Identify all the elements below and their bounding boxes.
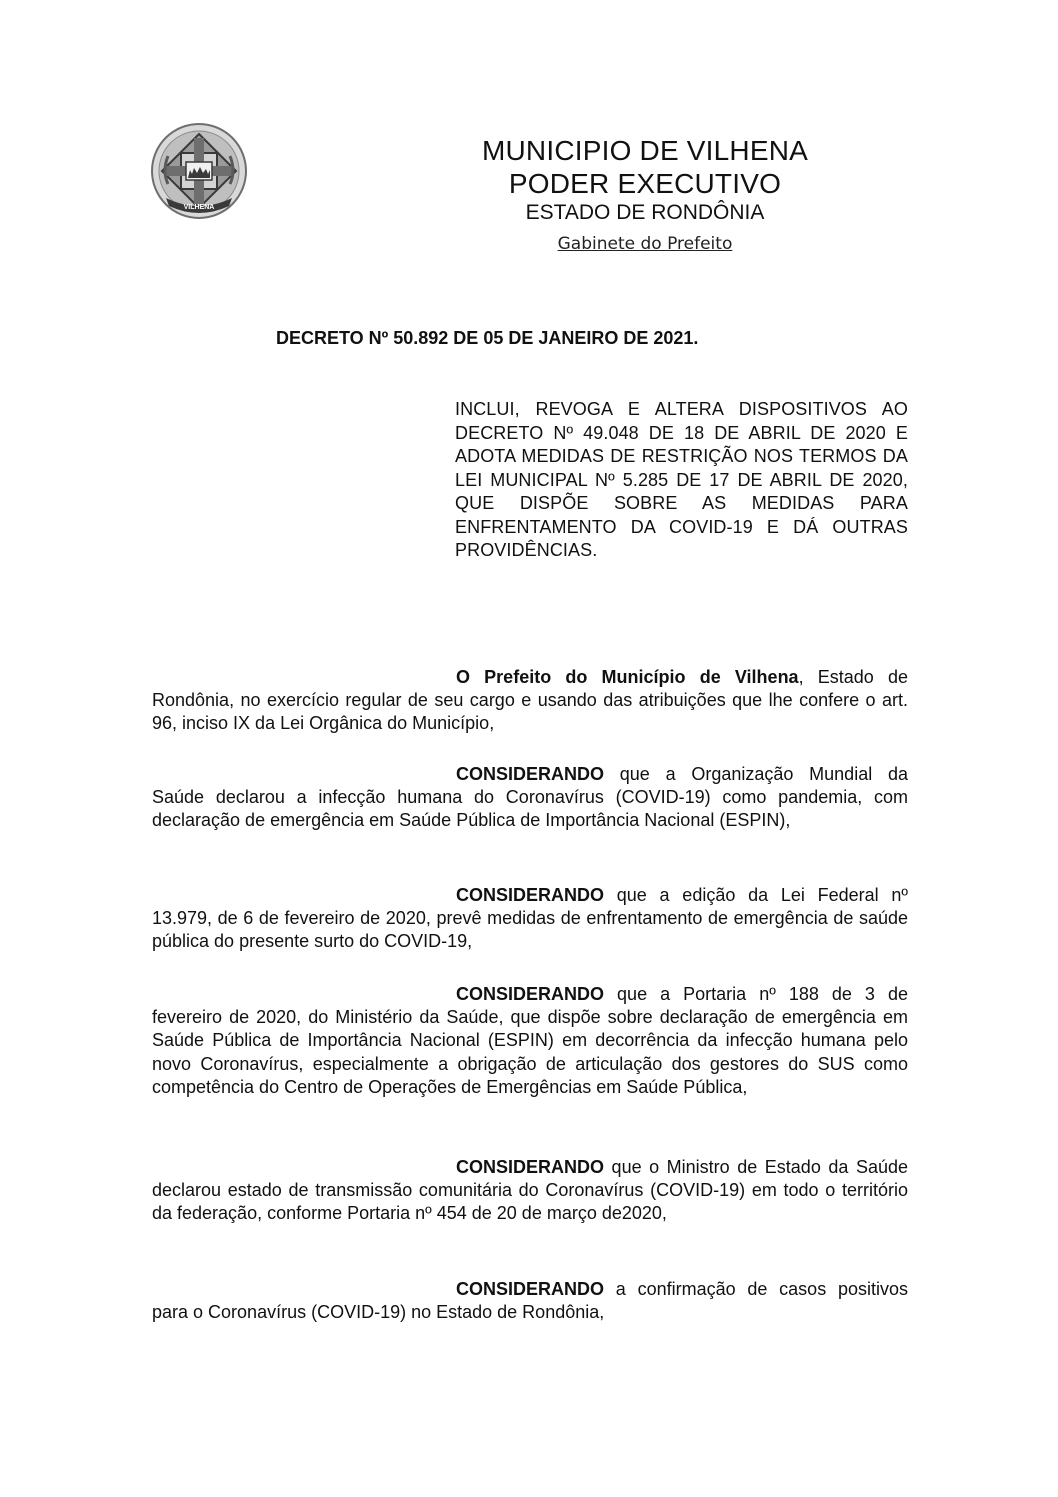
paragraph-lead: CONSIDERANDO	[456, 885, 605, 905]
cabinet-name: Gabinete do Prefeito	[557, 234, 733, 254]
seal-caption: VILHENA	[183, 204, 215, 211]
considerando-paragraph	[152, 1278, 908, 1324]
paragraph-text: que a Portaria nº 188 de 3 de fevereiro de 2020, do Ministério da Saúde, que dispõe sobre declaração de emergência em Saúde Pública de Importância Nacional (ESPIN) em decorrência da infecção humana pelo novo Coronavírus, especialmente a obrigação de articulação dos gestores do SUS como competência do Centro de Operações de Emergências em Saúde Pública,	[152, 984, 908, 1097]
paragraph-lead: O Prefeito do Município de Vilhena	[456, 667, 799, 687]
paragraph-text: que a edição da Lei Federal nº 13.979, de 6 de fevereiro de 2020, prevê medidas de enfrentamento de emergência de saúde pública do presente surto do COVID-19,	[152, 885, 908, 952]
state-name: ESTADO DE RONDÔNIA	[525, 201, 765, 224]
decree-ementa: INCLUI, REVOGA E ALTERA DISPOSITIVOS AO DECRETO Nº 49.048 DE 18 DE ABRIL DE 2020 E ADOTA MEDIDAS DE RESTRIÇÃO NOS TERMOS DA LEI MUNICIPAL Nº 5.285 DE 17 DE ABRIL DE 2020, QUE DISPÕE SOBRE AS MEDIDAS PARA ENFRENTAMENTO DA COVID-19 E DÁ OUTRAS PROVIDÊNCIAS.	[455, 399, 908, 560]
considerando-paragraph	[152, 1156, 908, 1226]
considerando-paragraph	[152, 884, 908, 954]
paragraph-text: que a Organização Mundial da Saúde declarou a infecção humana do Coronavírus (COVID-19) como pandemia, com declaração de emergência em Saúde Pública de Importância Nacional (ESPIN),	[152, 764, 908, 831]
paragraph-lead: CONSIDERANDO	[456, 1157, 605, 1177]
paragraph-lead: CONSIDERANDO	[456, 764, 605, 784]
paragraph-text: que o Ministro de Estado da Saúde declarou estado de transmissão comunitária do Coronavírus (COVID-19) em todo o território da federação, conforme Portaria nº 454 de 20 de março de2020,	[152, 1157, 908, 1224]
paragraph-text: a confirmação de casos positivos para o Coronavírus (COVID-19) no Estado de Rondônia,	[152, 1279, 908, 1323]
preamble-paragraph	[152, 666, 908, 736]
executive-branch: PODER EXECUTIVO	[508, 168, 782, 199]
municipal-seal-icon	[150, 122, 248, 220]
letterhead	[400, 134, 890, 259]
municipality-name: MUNICIPIO DE VILHENA	[481, 135, 809, 166]
considerando-paragraph	[152, 763, 908, 833]
paragraph-lead: CONSIDERANDO	[456, 1279, 605, 1299]
decree-title: DECRETO Nº 50.892 DE 05 DE JANEIRO DE 2021.	[276, 328, 699, 348]
considerando-paragraph	[152, 983, 908, 1099]
paragraph-lead: CONSIDERANDO	[456, 984, 605, 1004]
paragraph-text: , Estado de Rondônia, no exercício regular de seu cargo e usando das atribuições que lhe confere o art. 96, inciso IX da Lei Orgânica do Município,	[152, 667, 908, 734]
